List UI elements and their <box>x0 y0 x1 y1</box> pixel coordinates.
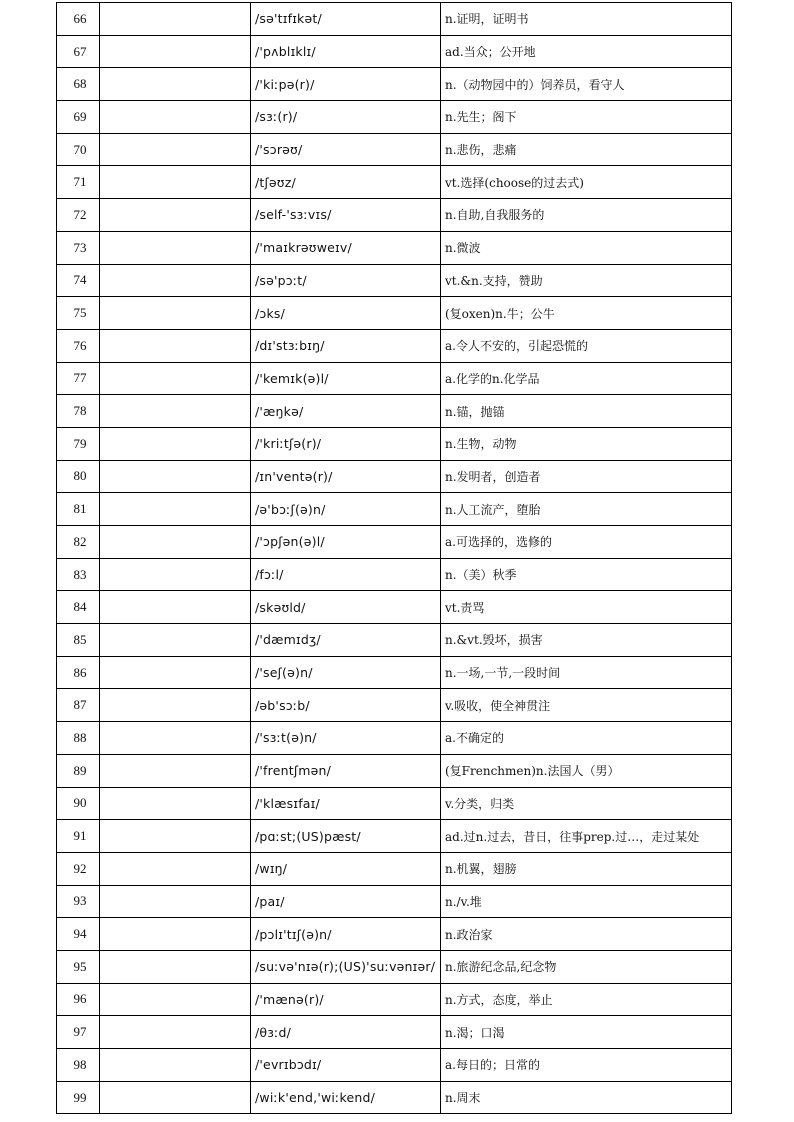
word-cell <box>100 264 251 297</box>
word-cell <box>100 591 251 624</box>
word-cell <box>100 852 251 885</box>
table-row <box>57 689 732 722</box>
table-row <box>57 1081 732 1114</box>
table-row <box>57 264 732 297</box>
word-cell <box>100 950 251 983</box>
row-number: 93 <box>57 885 100 918</box>
table-row <box>57 787 732 820</box>
meaning-cell: n.（美）秋季 <box>441 558 732 591</box>
meaning-cell: a.不确定的 <box>441 722 732 755</box>
meaning-cell: n.旅游纪念品,纪念物 <box>441 950 732 983</box>
word-cell <box>100 199 251 232</box>
word-cell <box>100 329 251 362</box>
word-cell <box>100 558 251 591</box>
meaning-cell: n./v.堆 <box>441 885 732 918</box>
meaning-cell: n.&vt.毁坏，损害 <box>441 624 732 657</box>
meaning-cell: n.先生；阁下 <box>441 101 732 134</box>
phonetic-cell: /dɪ'stɜːbɪŋ/ <box>251 329 441 362</box>
word-cell <box>100 460 251 493</box>
table-row <box>57 460 732 493</box>
phonetic-cell: /ə'bɔːʃ(ə)n/ <box>251 493 441 526</box>
row-number: 83 <box>57 558 100 591</box>
word-cell <box>100 983 251 1016</box>
table-row <box>57 1016 732 1049</box>
phonetic-cell: /'æŋkə/ <box>251 395 441 428</box>
word-cell <box>100 1016 251 1049</box>
word-cell <box>100 35 251 68</box>
table-row <box>57 101 732 134</box>
table-row <box>57 297 732 330</box>
meaning-cell: n.自助,自我服务的 <box>441 199 732 232</box>
table-row <box>57 231 732 264</box>
row-number: 88 <box>57 722 100 755</box>
word-cell <box>100 526 251 559</box>
row-number: 85 <box>57 624 100 657</box>
row-number: 66 <box>57 3 100 36</box>
meaning-cell: n.微波 <box>441 231 732 264</box>
vocabulary-table-body <box>57 3 732 1114</box>
table-row <box>57 754 732 787</box>
table-row <box>57 885 732 918</box>
word-cell <box>100 885 251 918</box>
row-number: 82 <box>57 526 100 559</box>
word-cell <box>100 1049 251 1082</box>
row-number: 97 <box>57 1016 100 1049</box>
phonetic-cell: /'dæmɪdʒ/ <box>251 624 441 657</box>
table-row <box>57 1049 732 1082</box>
row-number: 70 <box>57 133 100 166</box>
phonetic-cell: /'frentʃmən/ <box>251 754 441 787</box>
meaning-cell: n.生物，动物 <box>441 427 732 460</box>
word-cell <box>100 493 251 526</box>
table-row <box>57 199 732 232</box>
table-row <box>57 722 732 755</box>
table-row <box>57 3 732 36</box>
table-row <box>57 820 732 853</box>
meaning-cell: n.锚，抛锚 <box>441 395 732 428</box>
word-cell <box>100 918 251 951</box>
phonetic-cell: /wɪŋ/ <box>251 852 441 885</box>
meaning-cell: n.证明，证明书 <box>441 3 732 36</box>
word-cell <box>100 754 251 787</box>
row-number: 95 <box>57 950 100 983</box>
word-cell <box>100 133 251 166</box>
table-row <box>57 656 732 689</box>
word-cell <box>100 166 251 199</box>
phonetic-cell: /sɜː(r)/ <box>251 101 441 134</box>
phonetic-cell: /skəʊld/ <box>251 591 441 624</box>
meaning-cell: n.发明者，创造者 <box>441 460 732 493</box>
phonetic-cell: /'kriːtʃə(r)/ <box>251 427 441 460</box>
row-number: 87 <box>57 689 100 722</box>
meaning-cell: v.分类，归类 <box>441 787 732 820</box>
phonetic-cell: /'sɜːt(ə)n/ <box>251 722 441 755</box>
table-row <box>57 983 732 1016</box>
row-number: 96 <box>57 983 100 1016</box>
phonetic-cell: /fɔːl/ <box>251 558 441 591</box>
phonetic-cell: /'sɔrəʊ/ <box>251 133 441 166</box>
table-row <box>57 950 732 983</box>
phonetic-cell: /tʃəʊz/ <box>251 166 441 199</box>
word-cell <box>100 231 251 264</box>
phonetic-cell: /pɔlɪ'tɪʃ(ə)n/ <box>251 918 441 951</box>
row-number: 79 <box>57 427 100 460</box>
row-number: 84 <box>57 591 100 624</box>
meaning-cell: n.政治家 <box>441 918 732 951</box>
meaning-cell: n.（动物园中的）饲养员，看守人 <box>441 68 732 101</box>
table-row <box>57 166 732 199</box>
word-cell <box>100 395 251 428</box>
row-number: 72 <box>57 199 100 232</box>
table-row <box>57 558 732 591</box>
phonetic-cell: /pɑːst;(US)pæst/ <box>251 820 441 853</box>
row-number: 91 <box>57 820 100 853</box>
table-row <box>57 35 732 68</box>
row-number: 77 <box>57 362 100 395</box>
word-cell <box>100 68 251 101</box>
row-number: 67 <box>57 35 100 68</box>
table-row <box>57 624 732 657</box>
phonetic-cell: /sə'tɪfɪkət/ <box>251 3 441 36</box>
phonetic-cell: /'kiːpə(r)/ <box>251 68 441 101</box>
word-cell <box>100 101 251 134</box>
phonetic-cell: /'ɔpʃən(ə)l/ <box>251 526 441 559</box>
table-row <box>57 133 732 166</box>
meaning-cell: n.悲伤，悲痛 <box>441 133 732 166</box>
meaning-cell: ad.当众；公开地 <box>441 35 732 68</box>
word-cell <box>100 297 251 330</box>
meaning-cell: vt.责骂 <box>441 591 732 624</box>
row-number: 98 <box>57 1049 100 1082</box>
word-cell <box>100 427 251 460</box>
row-number: 73 <box>57 231 100 264</box>
row-number: 92 <box>57 852 100 885</box>
table-row <box>57 68 732 101</box>
row-number: 75 <box>57 297 100 330</box>
table-row <box>57 427 732 460</box>
phonetic-cell: /wiːk'end,'wiːkend/ <box>251 1081 441 1114</box>
meaning-cell: vt.选择(choose的过去式) <box>441 166 732 199</box>
word-cell <box>100 362 251 395</box>
meaning-cell: a.可选择的，选修的 <box>441 526 732 559</box>
row-number: 74 <box>57 264 100 297</box>
table-row <box>57 329 732 362</box>
meaning-cell: n.机翼，翅膀 <box>441 852 732 885</box>
word-cell <box>100 689 251 722</box>
table-row <box>57 493 732 526</box>
phonetic-cell: /ɪn'ventə(r)/ <box>251 460 441 493</box>
meaning-cell: vt.&n.支持，赞助 <box>441 264 732 297</box>
table-row <box>57 918 732 951</box>
phonetic-cell: /'klæsɪfaɪ/ <box>251 787 441 820</box>
phonetic-cell: /'seʃ(ə)n/ <box>251 656 441 689</box>
word-cell <box>100 787 251 820</box>
phonetic-cell: /θɜːd/ <box>251 1016 441 1049</box>
phonetic-cell: /əb'sɔːb/ <box>251 689 441 722</box>
row-number: 89 <box>57 754 100 787</box>
phonetic-cell: /'maɪkrəʊweɪv/ <box>251 231 441 264</box>
row-number: 86 <box>57 656 100 689</box>
meaning-cell: n.方式，态度，举止 <box>441 983 732 1016</box>
phonetic-cell: /'mænə(r)/ <box>251 983 441 1016</box>
phonetic-cell: /suːvə'nɪə(r);(US)'suːvənɪər/ <box>251 950 441 983</box>
meaning-cell: a.每日的；日常的 <box>441 1049 732 1082</box>
table-row <box>57 362 732 395</box>
row-number: 76 <box>57 329 100 362</box>
meaning-cell: n.周末 <box>441 1081 732 1114</box>
word-cell <box>100 722 251 755</box>
meaning-cell: ad.过n.过去，昔日，往事prep.过…，走过某处 <box>441 820 732 853</box>
meaning-cell: n.一场,一节,一段时间 <box>441 656 732 689</box>
word-cell <box>100 656 251 689</box>
meaning-cell: (复oxen)n.牛；公牛 <box>441 297 732 330</box>
meaning-cell: n.人工流产，堕胎 <box>441 493 732 526</box>
phonetic-cell: /'evrɪbɔdɪ/ <box>251 1049 441 1082</box>
phonetic-cell: /'kemɪk(ə)l/ <box>251 362 441 395</box>
table-row <box>57 526 732 559</box>
row-number: 99 <box>57 1081 100 1114</box>
table-row <box>57 395 732 428</box>
table-row <box>57 591 732 624</box>
meaning-cell: a.化学的n.化学品 <box>441 362 732 395</box>
word-cell <box>100 1081 251 1114</box>
meaning-cell: a.令人不安的，引起恐慌的 <box>441 329 732 362</box>
phonetic-cell: /paɪ/ <box>251 885 441 918</box>
row-number: 68 <box>57 68 100 101</box>
table-row <box>57 852 732 885</box>
vocabulary-table <box>56 2 732 1114</box>
row-number: 69 <box>57 101 100 134</box>
row-number: 90 <box>57 787 100 820</box>
row-number: 94 <box>57 918 100 951</box>
row-number: 71 <box>57 166 100 199</box>
row-number: 78 <box>57 395 100 428</box>
row-number: 80 <box>57 460 100 493</box>
meaning-cell: (复Frenchmen)n.法国人（男） <box>441 754 732 787</box>
meaning-cell: v.吸收，使全神贯注 <box>441 689 732 722</box>
meaning-cell: n.渴；口渴 <box>441 1016 732 1049</box>
phonetic-cell: /'pʌblɪklɪ/ <box>251 35 441 68</box>
word-cell <box>100 820 251 853</box>
word-cell <box>100 3 251 36</box>
phonetic-cell: /self-'sɜːvɪs/ <box>251 199 441 232</box>
phonetic-cell: /sə'pɔːt/ <box>251 264 441 297</box>
phonetic-cell: /ɔks/ <box>251 297 441 330</box>
row-number: 81 <box>57 493 100 526</box>
word-cell <box>100 624 251 657</box>
